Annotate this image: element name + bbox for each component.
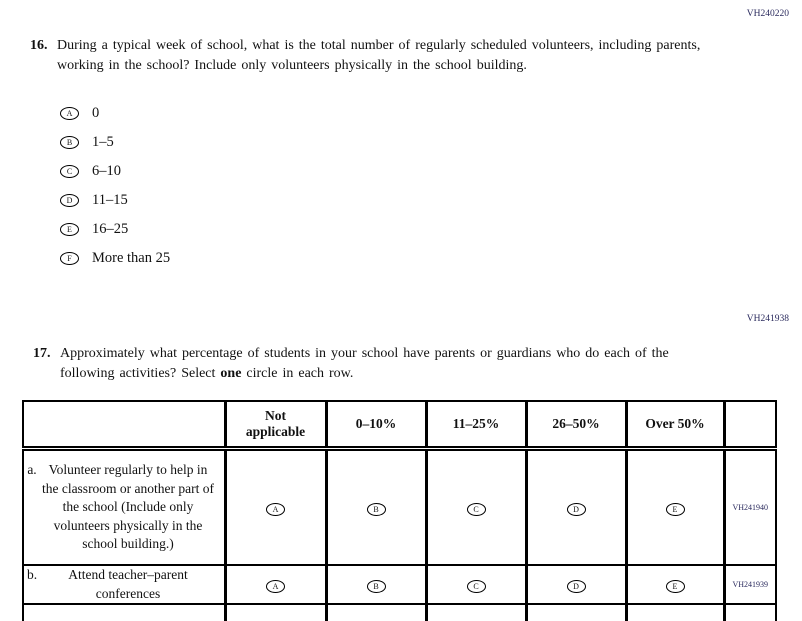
header-over-50: Over 50%: [626, 401, 724, 449]
option-0[interactable]: [60, 99, 170, 128]
bold-one: one: [220, 366, 242, 381]
question-17-number: 17.: [33, 346, 51, 361]
cell-a-0-10[interactable]: [326, 449, 426, 566]
table-row-a: [23, 449, 776, 566]
answer-bubble-e[interactable]: E: [666, 503, 685, 516]
table-row-cutoff: [23, 604, 776, 621]
row-b-text: Attend teacher–parent conferences: [68, 567, 188, 601]
option-label: 0: [92, 105, 100, 121]
option-1[interactable]: [60, 128, 170, 157]
cell-b-26-50[interactable]: [526, 565, 626, 604]
answer-bubble-b[interactable]: B: [367, 503, 386, 516]
answer-bubble-c[interactable]: C: [467, 503, 486, 516]
question-17: [33, 344, 680, 384]
header-11-25: 11–25%: [426, 401, 526, 449]
answer-bubble-a[interactable]: A: [266, 503, 285, 516]
option-4[interactable]: [60, 215, 170, 244]
answer-bubble-d[interactable]: D: [567, 503, 586, 516]
row-b-marker: b.: [26, 567, 38, 582]
header-26-50: 26–50%: [526, 401, 626, 449]
row-a-label-cell: [23, 449, 225, 566]
option-label: 11–15: [92, 192, 128, 208]
answer-bubble-f[interactable]: F: [60, 252, 79, 265]
option-label: 1–5: [92, 134, 114, 150]
cell-b-11-25[interactable]: [426, 565, 526, 604]
row-a-item-code: VH241940: [724, 449, 776, 566]
option-2[interactable]: [60, 157, 170, 186]
cell-b-0-10[interactable]: [326, 565, 426, 604]
table-row-b: [23, 565, 776, 604]
header-blank: [23, 401, 225, 449]
cell-a-11-25[interactable]: [426, 449, 526, 566]
option-3[interactable]: [60, 186, 170, 215]
question-16-number: 16.: [30, 38, 48, 53]
cell-a-over-50[interactable]: [626, 449, 724, 566]
option-label: 16–25: [92, 221, 129, 237]
answer-bubble-c[interactable]: C: [467, 580, 486, 593]
cell-a-not-applicable[interactable]: [225, 449, 326, 566]
question-16-options: [60, 99, 170, 273]
header-row: [23, 401, 776, 449]
cell-a-26-50[interactable]: [526, 449, 626, 566]
question-16: [30, 36, 707, 76]
answer-bubble-d[interactable]: D: [567, 580, 586, 593]
row-b-label-cell: [23, 565, 225, 604]
answer-bubble-a[interactable]: A: [266, 580, 285, 593]
question-17-text: Approximately what percentage of students in your school have parents or guardians who do each of the following activities? Select one circle in each row.: [60, 346, 669, 381]
answer-bubble-e[interactable]: E: [666, 580, 685, 593]
question-17-matrix: [22, 400, 777, 621]
header-0-10: 0–10%: [326, 401, 426, 449]
answer-bubble-a[interactable]: A: [60, 107, 79, 120]
cell-b-not-applicable[interactable]: [225, 565, 326, 604]
option-label: 6–10: [92, 163, 121, 179]
row-b-item-code: VH241939: [724, 565, 776, 604]
answer-bubble-b[interactable]: B: [367, 580, 386, 593]
row-a-text: Volunteer regularly to help in the classroom or another part of the school (Include only volunteers physically in the school building.): [41, 462, 215, 552]
row-a-marker: a.: [27, 462, 37, 478]
answer-bubble-e[interactable]: E: [60, 223, 79, 236]
item-code-q17: VH241938: [746, 314, 789, 324]
question-16-text: During a typical week of school, what is the total number of regularly scheduled volunteers, including parents, working in the school? Include only volunteers physically in the school building.: [57, 38, 701, 73]
option-5[interactable]: [60, 244, 170, 273]
answer-bubble-c[interactable]: C: [60, 165, 79, 178]
option-label: More than 25: [92, 250, 171, 266]
item-code-q16: VH240220: [746, 9, 789, 19]
cell-b-over-50[interactable]: [626, 565, 724, 604]
answer-bubble-d[interactable]: D: [60, 194, 79, 207]
answer-bubble-b[interactable]: B: [60, 136, 79, 149]
header-not-applicable: Not applicable: [225, 401, 326, 449]
header-code-blank: [724, 401, 776, 449]
